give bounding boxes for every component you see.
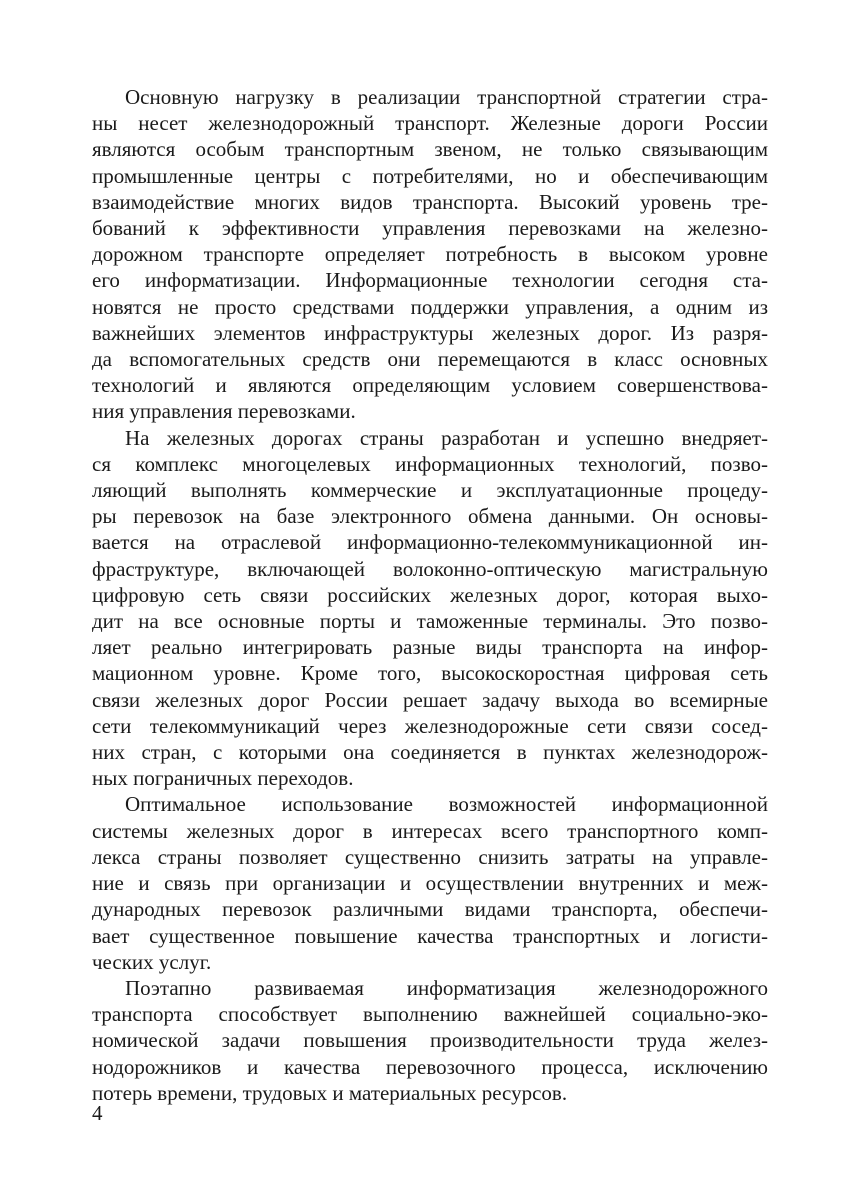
text-line: дит на все основные порты и таможенные терминалы. Это позво- [92,609,768,634]
text-line: промышленные центры с потребителями, но и обеспечивающим [92,163,768,188]
text-line: технологий и являются определяющим условием совершенствова- [92,373,768,398]
text-line: транспорта способствует выполнению важнейшей социально-эко- [92,1002,768,1027]
text-line: ческих услуг. [92,949,212,974]
page-number: 4 [92,1101,103,1125]
paragraph-4 [92,975,768,1106]
text-line: мационном уровне. Кроме того, высокоскоростная цифровая сеть [92,661,768,686]
text-line: Поэтапно развиваемая информатизация железнодорожного [125,975,768,1000]
text-line: ры перевозок на базе электронного обмена данными. Он основы- [92,504,768,529]
text-line: дународных перевозок различными видами транспорта, обеспечи- [92,897,768,922]
text-line: его информатизации. Информационные технологии сегодня ста- [92,268,768,293]
text-line: вает существенное повышение качества транспортных и логисти- [92,923,768,948]
text-line: да вспомогательных средств они перемещаются в класс основных [92,347,768,372]
text-line: цифровую сеть связи российских железных дорог, которая выхо- [92,582,768,607]
text-line: ны несет железнодорожный транспорт. Железные дороги России [92,111,768,136]
text-line: связи железных дорог России решает задачу выхода во всемирные [92,687,768,712]
text-line: системы железных дорог в интересах всего транспортного комп- [92,818,768,843]
text-line: фраструктуре, включающей волоконно-оптическую магистральную [92,556,768,581]
text-line: нодорожников и качества перевозочного процесса, исключению [92,1054,768,1079]
text-line: потерь времени, трудовых и материальных ресурсов. [92,1080,568,1105]
text-line: ние и связь при организации и осуществлении внутренних и меж- [92,871,768,896]
text-line: дорожном транспорте определяет потребность в высоком уровне [92,242,768,267]
text-line: ных пограничных переходов. [92,766,354,791]
text-line: важнейших элементов инфраструктуры железных дорог. Из разря- [92,320,768,345]
text-line: На железных дорогах страны разработан и успешно внедряет- [125,425,768,450]
text-line: сети телекоммуникаций через железнодорожные сети связи сосед- [92,713,768,738]
text-line: ляет реально интегрировать разные виды транспорта на инфор- [92,635,768,660]
paragraph-1 [92,84,768,425]
text-line: ся комплекс многоцелевых информационных технологий, позво- [92,451,768,476]
text-line: Основную нагрузку в реализации транспортной стратегии стра- [125,85,768,109]
text-line: бований к эффективности управления перевозками на железно- [92,216,768,241]
text-line: являются особым транспортным звеном, не только связывающим [92,137,768,162]
text-line: взаимодействие многих видов транспорта. Высокий уровень тре- [92,189,768,214]
text-line: ния управления перевозками. [92,399,356,424]
text-line: номической задачи повышения производительности труда желез- [92,1028,768,1053]
body-text [92,84,768,1106]
text-line: Оптимальное использование возможностей информационной [125,792,768,817]
paragraph-2 [92,425,768,792]
text-line: них стран, с которыми она соединяется в пунктах железнодорож- [92,740,768,765]
paragraph-3 [92,791,768,974]
text-line: лекса страны позволяет существенно снизить затраты на управле- [92,844,768,869]
text-line: ляющий выполнять коммерческие и эксплуатационные процеду- [92,478,768,503]
text-line: вается на отраслевой информационно-телекоммуникационной ин- [92,530,768,555]
text-line: новятся не просто средствами поддержки управления, а одним из [92,294,768,319]
